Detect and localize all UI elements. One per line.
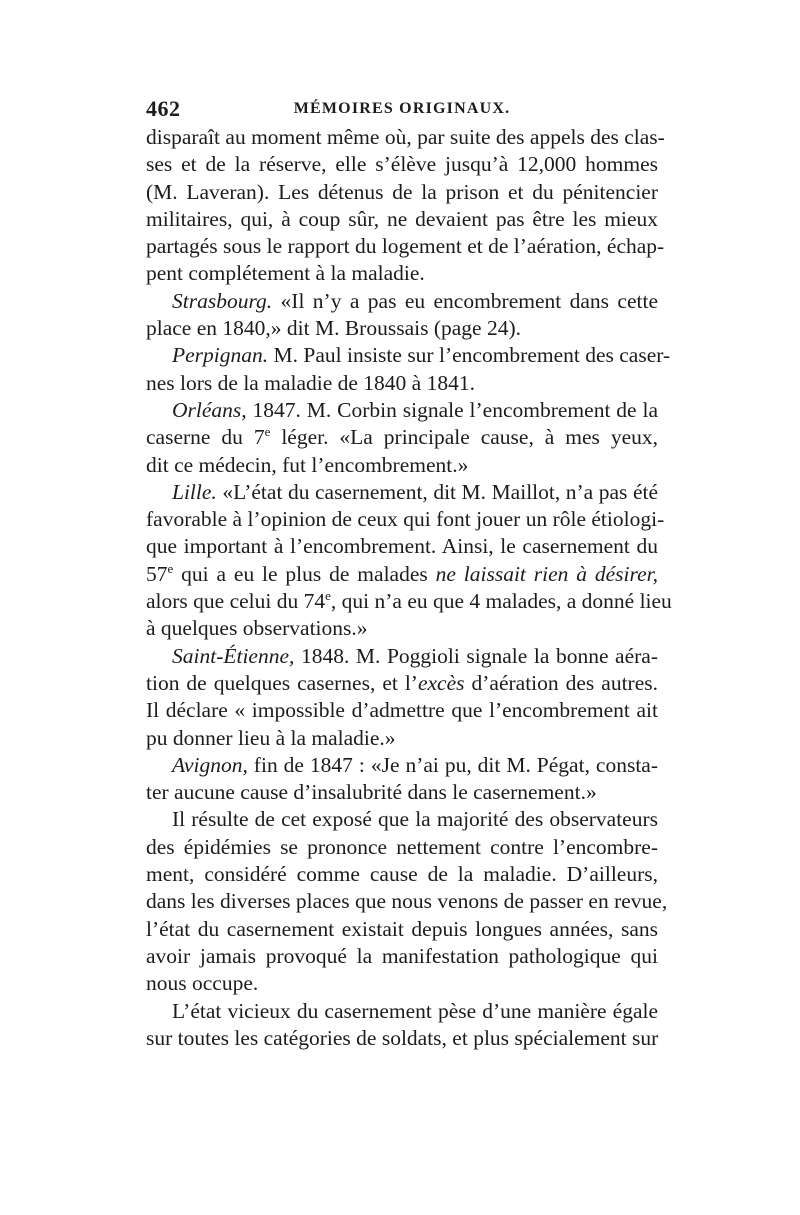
text-line [146, 561, 658, 588]
italic-text: Perpignan. [172, 343, 269, 368]
text-run: Il résulte de cet exposé que la majorité des observateurs [172, 807, 658, 832]
text-line [146, 479, 658, 506]
text-line [146, 588, 672, 615]
text-line [146, 288, 658, 315]
text-run: partagés sous le rapport du logement et de l’aération, échap- [146, 234, 665, 259]
italic-text: Strasbourg. [172, 288, 273, 313]
text-run: des épidémies se prononce nettement contre l’encombre- [146, 834, 658, 859]
text-line [146, 233, 665, 260]
text-line [146, 998, 658, 1025]
body-text [146, 124, 672, 1052]
text-run: caserne du 7 [146, 425, 265, 450]
text-run: sur toutes les catégories de soldats, et plus spécialement sur [146, 1025, 659, 1050]
text-line [146, 943, 658, 970]
text-run: nes lors de la maladie de 1840 à 1841. [146, 370, 475, 395]
text-run: , qui n’a eu que 4 malades, a donné lieu [330, 589, 672, 614]
text-line [146, 643, 658, 670]
text-line [146, 124, 665, 151]
text-run: dit ce médecin, fut l’encombrement.» [146, 452, 469, 477]
text-line [146, 697, 658, 724]
italic-text: ne laissait rien à désirer, [435, 561, 658, 586]
text-line [146, 752, 658, 779]
italic-text: excès [417, 670, 465, 695]
text-run: qui a eu le plus de malades [173, 561, 436, 586]
text-run: dans les diverses places que nous venons de passer en revue, [146, 889, 668, 914]
text-line [146, 397, 658, 424]
text-run: à quelques observations.» [146, 616, 368, 641]
text-run: fin de 1847 : «Je n’ai pu, dit M. Pégat, consta- [247, 752, 658, 777]
page-number: 462 [146, 96, 181, 121]
text-line [146, 806, 658, 833]
text-line [146, 206, 658, 233]
text-line [146, 725, 658, 752]
text-run: «Il n’y a pas eu encombrement dans cette [272, 288, 658, 313]
text-line [146, 533, 658, 560]
italic-text: Orléans, [172, 397, 247, 422]
text-line [146, 506, 665, 533]
text-run: nous occupe. [146, 971, 259, 996]
text-run: disparaît au moment même où, par suite des appels des clas- [146, 125, 665, 149]
text-line [146, 888, 668, 915]
text-line [146, 452, 658, 479]
text-run: 1847. M. Corbin signale l’encombrement de la [246, 397, 658, 422]
text-run: pu donner lieu à la maladie.» [146, 725, 396, 750]
text-line [146, 370, 658, 397]
text-line [146, 970, 658, 997]
text-run: place en 1840,» dit M. Broussais (page 24). [146, 316, 521, 341]
text-run: alors que celui du 74 [146, 589, 326, 614]
text-run: Il déclare « impossible d’admettre que l’encombrement ait [146, 698, 658, 723]
superscript: e [167, 560, 174, 576]
text-line [146, 315, 658, 342]
text-run: pent complétement à la maladie. [146, 261, 425, 286]
text-run: ter aucune cause d’insalubrité dans le casernement.» [146, 780, 597, 805]
text-run: favorable à l’opinion de ceux qui font jouer un rôle étiologi- [146, 507, 665, 532]
text-line [146, 779, 658, 806]
text-run: ses et de la réserve, elle s’élève jusqu’à 12,000 hommes [146, 152, 658, 177]
italic-text: Saint-Étienne, [172, 643, 295, 668]
text-line [146, 615, 658, 642]
text-line [146, 916, 658, 943]
text-run: 57 [146, 561, 168, 586]
text-line [146, 670, 658, 697]
text-run: que important à l’encombrement. Ainsi, le casernement du [146, 534, 658, 559]
text-run: léger. «La principale cause, à mes yeux, [270, 425, 658, 450]
text-line [146, 179, 658, 206]
text-run: militaires, qui, à coup sûr, ne devaient pas être les mieux [146, 206, 658, 231]
text-run: tion de quelques casernes, et l’ [146, 670, 418, 695]
italic-text: Lille. [172, 479, 217, 504]
text-run: l’état du casernement existait depuis longues années, sans [146, 916, 658, 941]
text-run: 1848. M. Poggioli signale la bonne aéra- [294, 643, 658, 668]
text-run: M. Paul insiste sur l’encombrement des caser- [268, 343, 671, 368]
superscript: e [325, 588, 331, 604]
text-run: (M. Laveran). Les détenus de la prison et du pénitencier [146, 179, 658, 204]
text-line [146, 424, 658, 451]
text-run: avoir jamais provoqué la manifestation pathologique qui [146, 943, 658, 968]
text-line [146, 342, 671, 369]
text-run: L’état vicieux du casernement pèse d’une manière égale [172, 998, 658, 1023]
text-run: «L’état du casernement, dit M. Maillot, n’a pas été [216, 479, 658, 504]
text-line [146, 260, 658, 287]
text-line [146, 834, 658, 861]
text-line [146, 151, 658, 178]
text-run: ment, considéré comme cause de la maladie. D’ailleurs, [146, 862, 658, 887]
text-line [146, 861, 658, 888]
running-title: MÉMOIRES ORIGINAUX. [293, 100, 511, 117]
page-header [146, 96, 658, 126]
italic-text: Avignon, [172, 752, 248, 777]
superscript: e [264, 424, 271, 440]
text-run: d’aération des autres. [464, 670, 659, 695]
text-line [146, 1025, 658, 1052]
